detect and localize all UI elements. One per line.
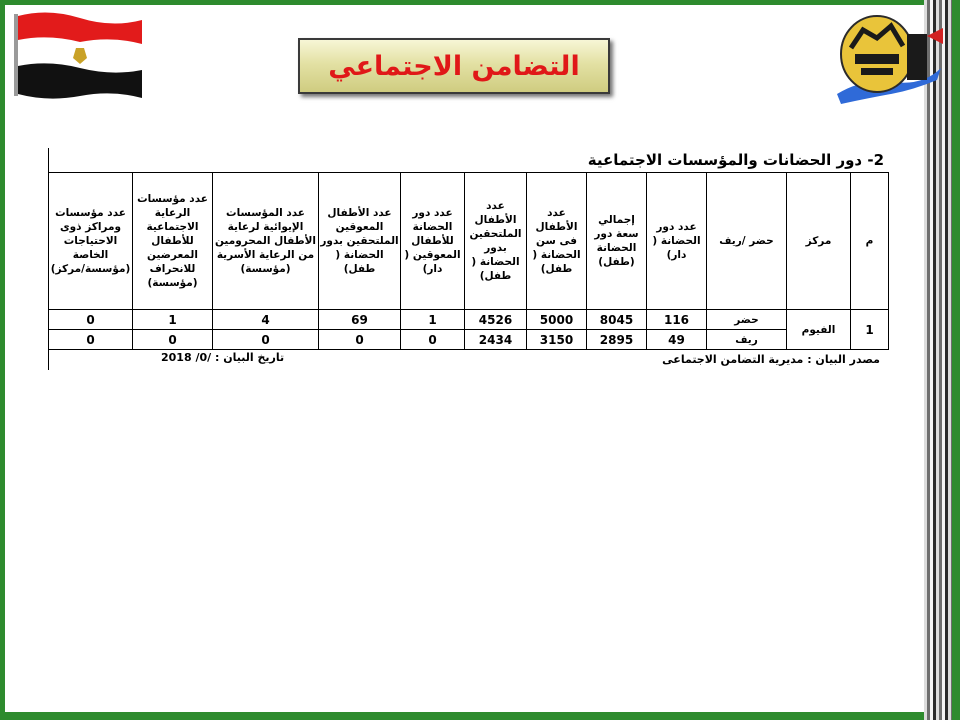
value-cell: 1 xyxy=(401,310,465,330)
header-cell: إجمالي سعة دور الحضانة (طفل) xyxy=(587,173,647,310)
header-cell: حضر /ريف xyxy=(707,173,787,310)
header-cell: عدد الأطفال فى سن الحضانة ( طفل) xyxy=(527,173,587,310)
value-cell: 2895 xyxy=(587,330,647,350)
row-number-cell: 1 xyxy=(851,310,889,350)
value-cell: 0 xyxy=(401,330,465,350)
area-type-cell: حضر xyxy=(707,310,787,330)
table-row xyxy=(49,330,889,350)
header-cell: عدد دور الحضانة ( دار) xyxy=(647,173,707,310)
header-cell: عدد مؤسسات الرعاية الاجتماعية للأطفال المعرضين للانحراف (مؤسسة) xyxy=(133,173,213,310)
page-title: التضامن الاجتماعي xyxy=(328,50,580,82)
header-cell: عدد المؤسسات الإيوائية لرعاية الأطفال المحرومين من الرعاية الأسرية (مؤسسة) xyxy=(213,173,319,310)
nurseries-table xyxy=(48,172,889,350)
data-date: تاريخ البيان : /0/ 2018 xyxy=(161,351,285,364)
header-cell: م xyxy=(851,173,889,310)
header-cell: عدد مؤسسات ومراكز ذوى الاحتياجات الخاصة (مؤسسة/مركز) xyxy=(49,173,133,310)
header-cell: عدد دور الحضانة للأطفال المعوقين ( دار) xyxy=(401,173,465,310)
value-cell: 5000 xyxy=(527,310,587,330)
data-source: مصدر البيان : مديرية التضامن الاجتماعى xyxy=(662,353,880,366)
value-cell: 4 xyxy=(213,310,319,330)
value-cell: 0 xyxy=(213,330,319,350)
governorate-logo-icon xyxy=(833,8,945,106)
title-box xyxy=(298,38,610,94)
table-footer xyxy=(48,350,888,370)
value-cell: 8045 xyxy=(587,310,647,330)
value-cell: 0 xyxy=(133,330,213,350)
header-cell: عدد الأطفال الملتحقين بدور الحضانة ( طفل) xyxy=(465,173,527,310)
header-row xyxy=(49,173,889,310)
table-row xyxy=(49,310,889,330)
area-type-cell: ريف xyxy=(707,330,787,350)
value-cell: 0 xyxy=(319,330,401,350)
center-cell: الفيوم xyxy=(787,310,851,350)
value-cell: 1 xyxy=(133,310,213,330)
value-cell: 0 xyxy=(49,330,133,350)
value-cell: 0 xyxy=(49,310,133,330)
value-cell: 2434 xyxy=(465,330,527,350)
value-cell: 49 xyxy=(647,330,707,350)
value-cell: 116 xyxy=(647,310,707,330)
header-cell: عدد الأطفال المعوقين الملتحقين بدور الحضانة ( طفل) xyxy=(319,173,401,310)
value-cell: 69 xyxy=(319,310,401,330)
value-cell: 4526 xyxy=(465,310,527,330)
value-cell: 3150 xyxy=(527,330,587,350)
egypt-flag-icon xyxy=(14,10,146,102)
decorative-side-strip xyxy=(924,0,960,720)
section-title: 2- دور الحضانات والمؤسسات الاجتماعية xyxy=(48,148,888,172)
header-cell: مركز xyxy=(787,173,851,310)
nurseries-table-section xyxy=(48,148,888,370)
